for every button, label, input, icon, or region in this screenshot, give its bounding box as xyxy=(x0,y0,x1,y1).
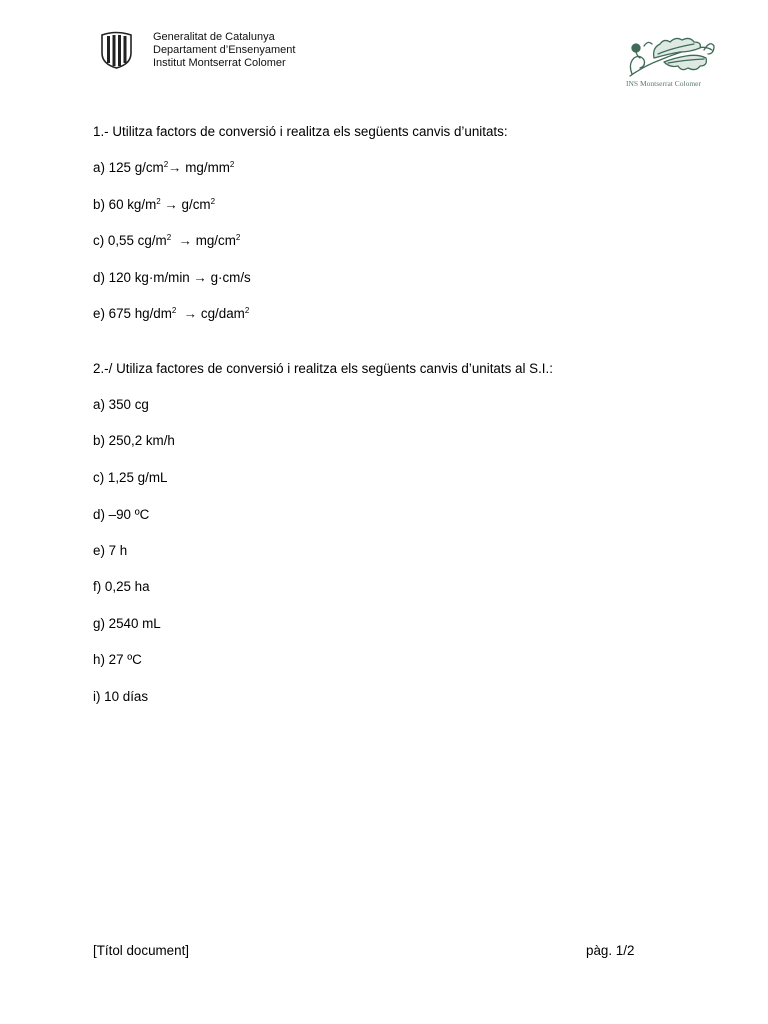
exercise2-item-e: e) 7 h xyxy=(93,543,128,558)
footer-document-title: [Títol document] xyxy=(93,943,190,958)
header-org-line2: Departament d’Ensenyament xyxy=(153,44,296,56)
exercise1-item-d: d) 120 kg·m/min → g·cm/s xyxy=(93,270,251,285)
catalonia-government-emblem-icon xyxy=(100,31,133,69)
exercise1-item-c: c) 0,55 $cg/m^2 \to mg/cm^2$ xyxy=(93,233,241,248)
school-logo-caption: INS Montserrat Colomer xyxy=(626,79,701,88)
exercise2-item-g: g) 2540 mL xyxy=(93,616,161,631)
exercise1-item-b: b) 60 $kg/m^2 \to g/cm^2$ xyxy=(93,197,216,212)
exercise2-title: 2.-/ Utiliza factores de conversió i realitza els següents canvis d’unitats al S.I.: xyxy=(93,361,553,376)
exercise2-item-f: f) 0,25 ha xyxy=(93,579,150,594)
exercise2-item-c: c) 1,25 g/mL xyxy=(93,470,168,485)
header-org-line1: Generalitat de Catalunya xyxy=(153,31,275,43)
exercise2-item-a: a) 350 cg xyxy=(93,397,149,412)
header-org-line3: Institut Montserrat Colomer xyxy=(153,57,286,69)
exercise1-item-a: a) 125 $g/cm^2\to mg/mm^2$ xyxy=(93,160,235,175)
header-organization xyxy=(153,31,295,70)
exercise2-item-b: b) 250,2 km/h xyxy=(93,433,175,448)
exercise1-title: 1.- Utilitza factors de conversió i realitza els següents canvis d’unitats: xyxy=(93,124,508,139)
footer-page-number: pàg. 1/2 xyxy=(586,943,635,958)
exercise2-item-h: h) 27 ºC xyxy=(93,652,142,667)
exercise2-item-d: d) –90 ºC xyxy=(93,507,150,522)
exercise1-item-e: e) 675 $hg/dm^2 \to cg/dam^2$ xyxy=(93,306,250,321)
exercise2-item-i: i) 10 días xyxy=(93,689,149,704)
